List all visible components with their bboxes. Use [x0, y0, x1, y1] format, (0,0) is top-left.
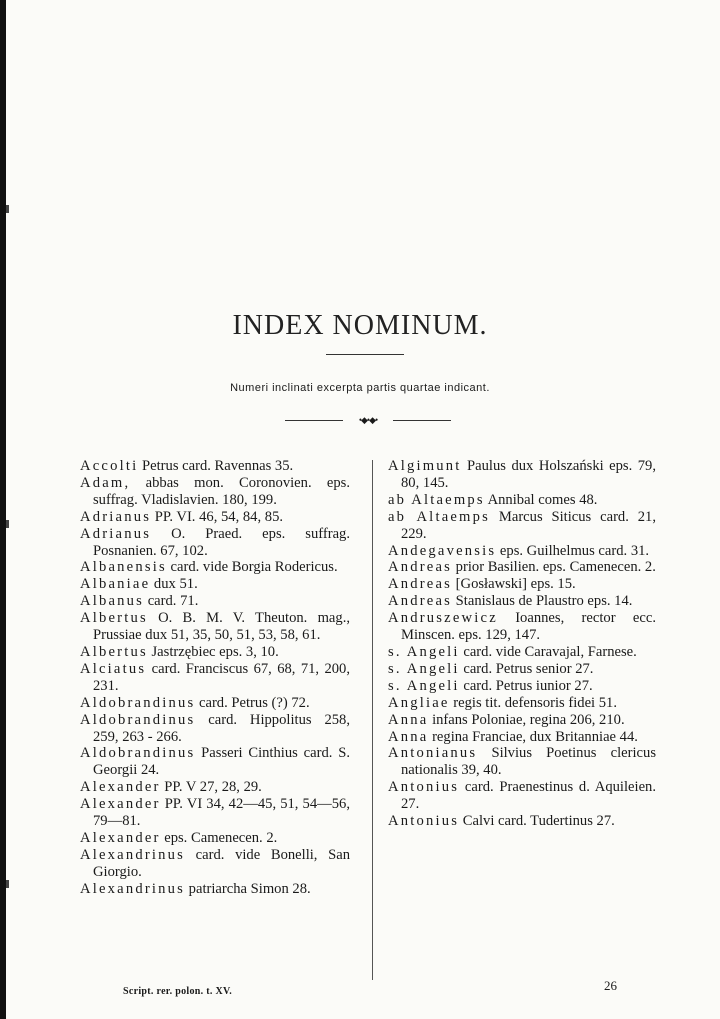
title-rule	[326, 354, 404, 355]
index-entry	[80, 830, 350, 847]
index-entry	[80, 796, 350, 830]
entry-text: card. Petrus iunior 27.	[459, 677, 593, 694]
index-entry	[80, 644, 350, 661]
index-entry	[80, 712, 350, 746]
entry-name: Albaniae	[80, 576, 151, 593]
ornament-glyphs: •◆•◆•	[343, 414, 393, 426]
entry-name: Alexandrinus	[80, 880, 186, 897]
entry-text: card. 71.	[144, 593, 199, 610]
index-entry	[388, 729, 656, 746]
page-title: INDEX NOMINUM.	[232, 310, 488, 341]
index-column-left	[80, 458, 350, 898]
entry-name: Andreas	[388, 593, 453, 610]
index-entry	[80, 881, 350, 898]
index-entry	[388, 576, 656, 593]
index-entry	[80, 695, 350, 712]
entry-text: PP. VI 34, 42—45, 51, 54—56, 79—81.	[93, 796, 350, 830]
entry-text: card. Petrus (?) 72.	[195, 694, 310, 711]
index-entry	[388, 458, 656, 492]
entry-text: card. vide Caravajal, Farnese.	[459, 643, 637, 660]
entry-text: card. vide Borgia Rodericus.	[166, 559, 338, 576]
index-entry	[80, 559, 350, 576]
entry-text: regina Franciae, dux Britanniae 44.	[428, 728, 638, 745]
index-entry	[80, 509, 350, 526]
index-entry	[80, 526, 350, 560]
entry-text: card. vide Bonelli, San Giorgio.	[93, 846, 350, 880]
entry-name: Adrianus	[80, 525, 152, 542]
entry-name: Angliae	[388, 694, 450, 711]
entry-name: s. Angeli	[388, 677, 460, 694]
index-entry	[388, 593, 656, 610]
index-entry	[80, 661, 350, 695]
entry-name: Accolti	[80, 458, 139, 474]
spine-mark	[6, 880, 9, 888]
index-entry	[388, 813, 656, 830]
entry-text: Calvi card. Tudertinus 27.	[459, 813, 615, 830]
entry-name: Adam,	[80, 474, 131, 491]
index-entry	[388, 661, 656, 678]
index-entry	[80, 847, 350, 881]
entry-text: PP. VI. 46, 54, 84, 85.	[151, 508, 284, 525]
entry-name: ab Altaemps	[388, 491, 485, 508]
entry-text: regis tit. defensoris fidei 51.	[449, 694, 617, 711]
entry-name: Andruszewicz	[388, 610, 498, 627]
entry-text: O. Praed. eps. suffrag. Posnanien. 67, 102.	[93, 525, 350, 559]
entry-name: Anna	[388, 728, 429, 745]
index-entry	[388, 543, 656, 560]
entry-name: Albanensis	[80, 559, 167, 576]
entry-text: infans Poloniae, regina 206, 210.	[428, 711, 625, 728]
index-column-right	[388, 458, 656, 830]
entry-text: PP. V 27, 28, 29.	[160, 779, 262, 796]
entry-text: Annibal comes 48.	[484, 491, 598, 508]
entry-name: Anna	[388, 711, 429, 728]
index-entry	[388, 695, 656, 712]
book-spine-edge	[0, 0, 6, 1019]
index-entry	[80, 745, 350, 779]
entry-text: Silvius Poetinus clericus nationalis 39, 40.	[401, 745, 656, 779]
index-entry	[388, 678, 656, 695]
index-entry	[388, 492, 656, 509]
entry-name: Andreas	[388, 576, 453, 593]
entry-text: Jastrzębiec eps. 3, 10.	[147, 643, 279, 660]
index-entry	[80, 576, 350, 593]
entry-text: [Gosławski] eps. 15.	[452, 576, 576, 593]
index-entry	[80, 779, 350, 796]
entry-text: Petrus card. Ravennas 35.	[138, 458, 294, 474]
index-entry	[388, 745, 656, 779]
entry-text: Ioannes, rector ecc. Minscen. eps. 129, 147.	[401, 610, 656, 644]
index-entry	[388, 712, 656, 729]
spine-mark	[6, 205, 9, 213]
entry-text: Paulus dux Holszański eps. 79, 80, 145.	[401, 458, 656, 491]
subtitle: Numeri inclinati excerpta partis quartae indicant.	[230, 382, 490, 394]
spine-mark	[6, 520, 9, 528]
entry-name: s. Angeli	[388, 643, 460, 660]
entry-name: Albanus	[80, 593, 145, 610]
ornament-divider	[285, 414, 451, 426]
entry-name: Albertus	[80, 643, 148, 660]
entry-name: Andegavensis	[388, 542, 497, 559]
entry-name: Andreas	[388, 559, 453, 576]
entry-name: Aldobrandinus	[80, 745, 196, 762]
index-entry	[388, 644, 656, 661]
column-divider	[372, 460, 373, 980]
entry-name: Antonius	[388, 813, 460, 830]
entry-name: Antonianus	[388, 745, 478, 762]
page-number: 26	[604, 978, 617, 993]
entry-name: Aldobrandinus	[80, 711, 196, 728]
entry-text: Marcus Siticus card. 21, 229.	[401, 508, 656, 542]
index-entry	[80, 458, 350, 475]
entry-text: eps. Guilhelmus card. 31.	[496, 542, 650, 559]
entry-text: prior Basilien. eps. Camenecen. 2.	[452, 559, 656, 576]
entry-name: s. Angeli	[388, 660, 460, 677]
entry-text: Passeri Cinthius card. S. Georgii 24.	[93, 745, 350, 779]
entry-name: Algimunt	[388, 458, 462, 474]
entry-name: Aldobrandinus	[80, 694, 196, 711]
entry-text: eps. Camenecen. 2.	[160, 829, 278, 846]
index-entry	[80, 610, 350, 644]
entry-text: abbas mon. Coronovien. eps. suffrag. Vladislavien. 180, 199.	[93, 474, 350, 508]
entry-text: Stanislaus de Plaustro eps. 14.	[452, 593, 633, 610]
entry-name: Albertus	[80, 610, 148, 627]
entry-text: card. Franciscus 67, 68, 71, 200, 231.	[93, 660, 350, 694]
index-entry	[388, 610, 656, 644]
entry-name: Alexander	[80, 829, 161, 846]
index-entry	[388, 559, 656, 576]
entry-text: card. Hippolitus 258, 259, 263 - 266.	[93, 711, 350, 745]
footer-signature: Script. rer. polon. t. XV.	[123, 986, 233, 997]
entry-name: Antonius	[388, 779, 460, 796]
entry-text: card. Petrus senior 27.	[459, 660, 594, 677]
entry-name: Alexandrinus	[80, 846, 186, 863]
entry-name: Alciatus	[80, 660, 147, 677]
entry-text: patriarcha Simon 28.	[185, 880, 311, 897]
index-entry	[388, 509, 656, 543]
index-entry	[80, 593, 350, 610]
entry-name: ab Altaemps	[388, 508, 490, 525]
index-entry	[388, 779, 656, 813]
entry-name: Alexander	[80, 779, 161, 796]
entry-name: Adrianus	[80, 508, 152, 525]
entry-text: dux 51.	[150, 576, 198, 593]
entry-text: card. Praenestinus d. Aquileien. 27.	[401, 779, 656, 813]
entry-text: O. B. M. V. Theuton. mag., Prussiae dux 51, 35, 50, 51, 53, 58, 61.	[93, 610, 350, 644]
index-entry	[80, 475, 350, 509]
entry-name: Alexander	[80, 796, 161, 813]
